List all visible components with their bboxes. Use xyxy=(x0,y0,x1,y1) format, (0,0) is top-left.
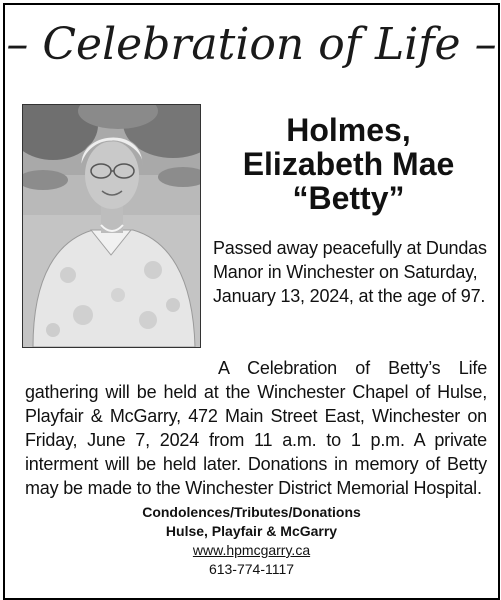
portrait-photo xyxy=(22,104,201,348)
surname: Holmes, xyxy=(286,112,411,148)
nickname: “Betty” xyxy=(292,180,405,216)
service-details xyxy=(25,356,487,500)
service-details-rest: gathering will be held at the Winchester Chapel of Hulse, Playfair & McGarry, 472 Main Street East, Winchester on Friday, June 7, 2024 from 11 a.m. to 1 p.m. A private interment will be held later. Donations in memory of Betty may be made to the Winchester District Memorial Hospital. xyxy=(25,382,487,498)
obituary-frame xyxy=(3,3,500,600)
service-details-first-line: A Celebration of Betty’s Life xyxy=(218,358,487,378)
phone-number: 613-774-1117 xyxy=(208,561,295,577)
condolences-label: Condolences/Tributes/Donations xyxy=(142,504,361,520)
funeral-home-contact xyxy=(5,503,498,579)
given-names: Elizabeth Mae xyxy=(242,146,455,182)
passing-announcement: Passed away peacefully at Dundas Manor in Winchester on Saturday, January 13, 2024, at the age of 97. xyxy=(213,238,487,306)
website-link[interactable]: www.hpmcgarry.ca xyxy=(192,542,311,558)
deceased-name xyxy=(211,113,486,215)
funeral-home-name: Hulse, Playfair & McGarry xyxy=(165,523,338,539)
celebration-of-life-heading: – Celebration of Life – xyxy=(6,19,497,70)
